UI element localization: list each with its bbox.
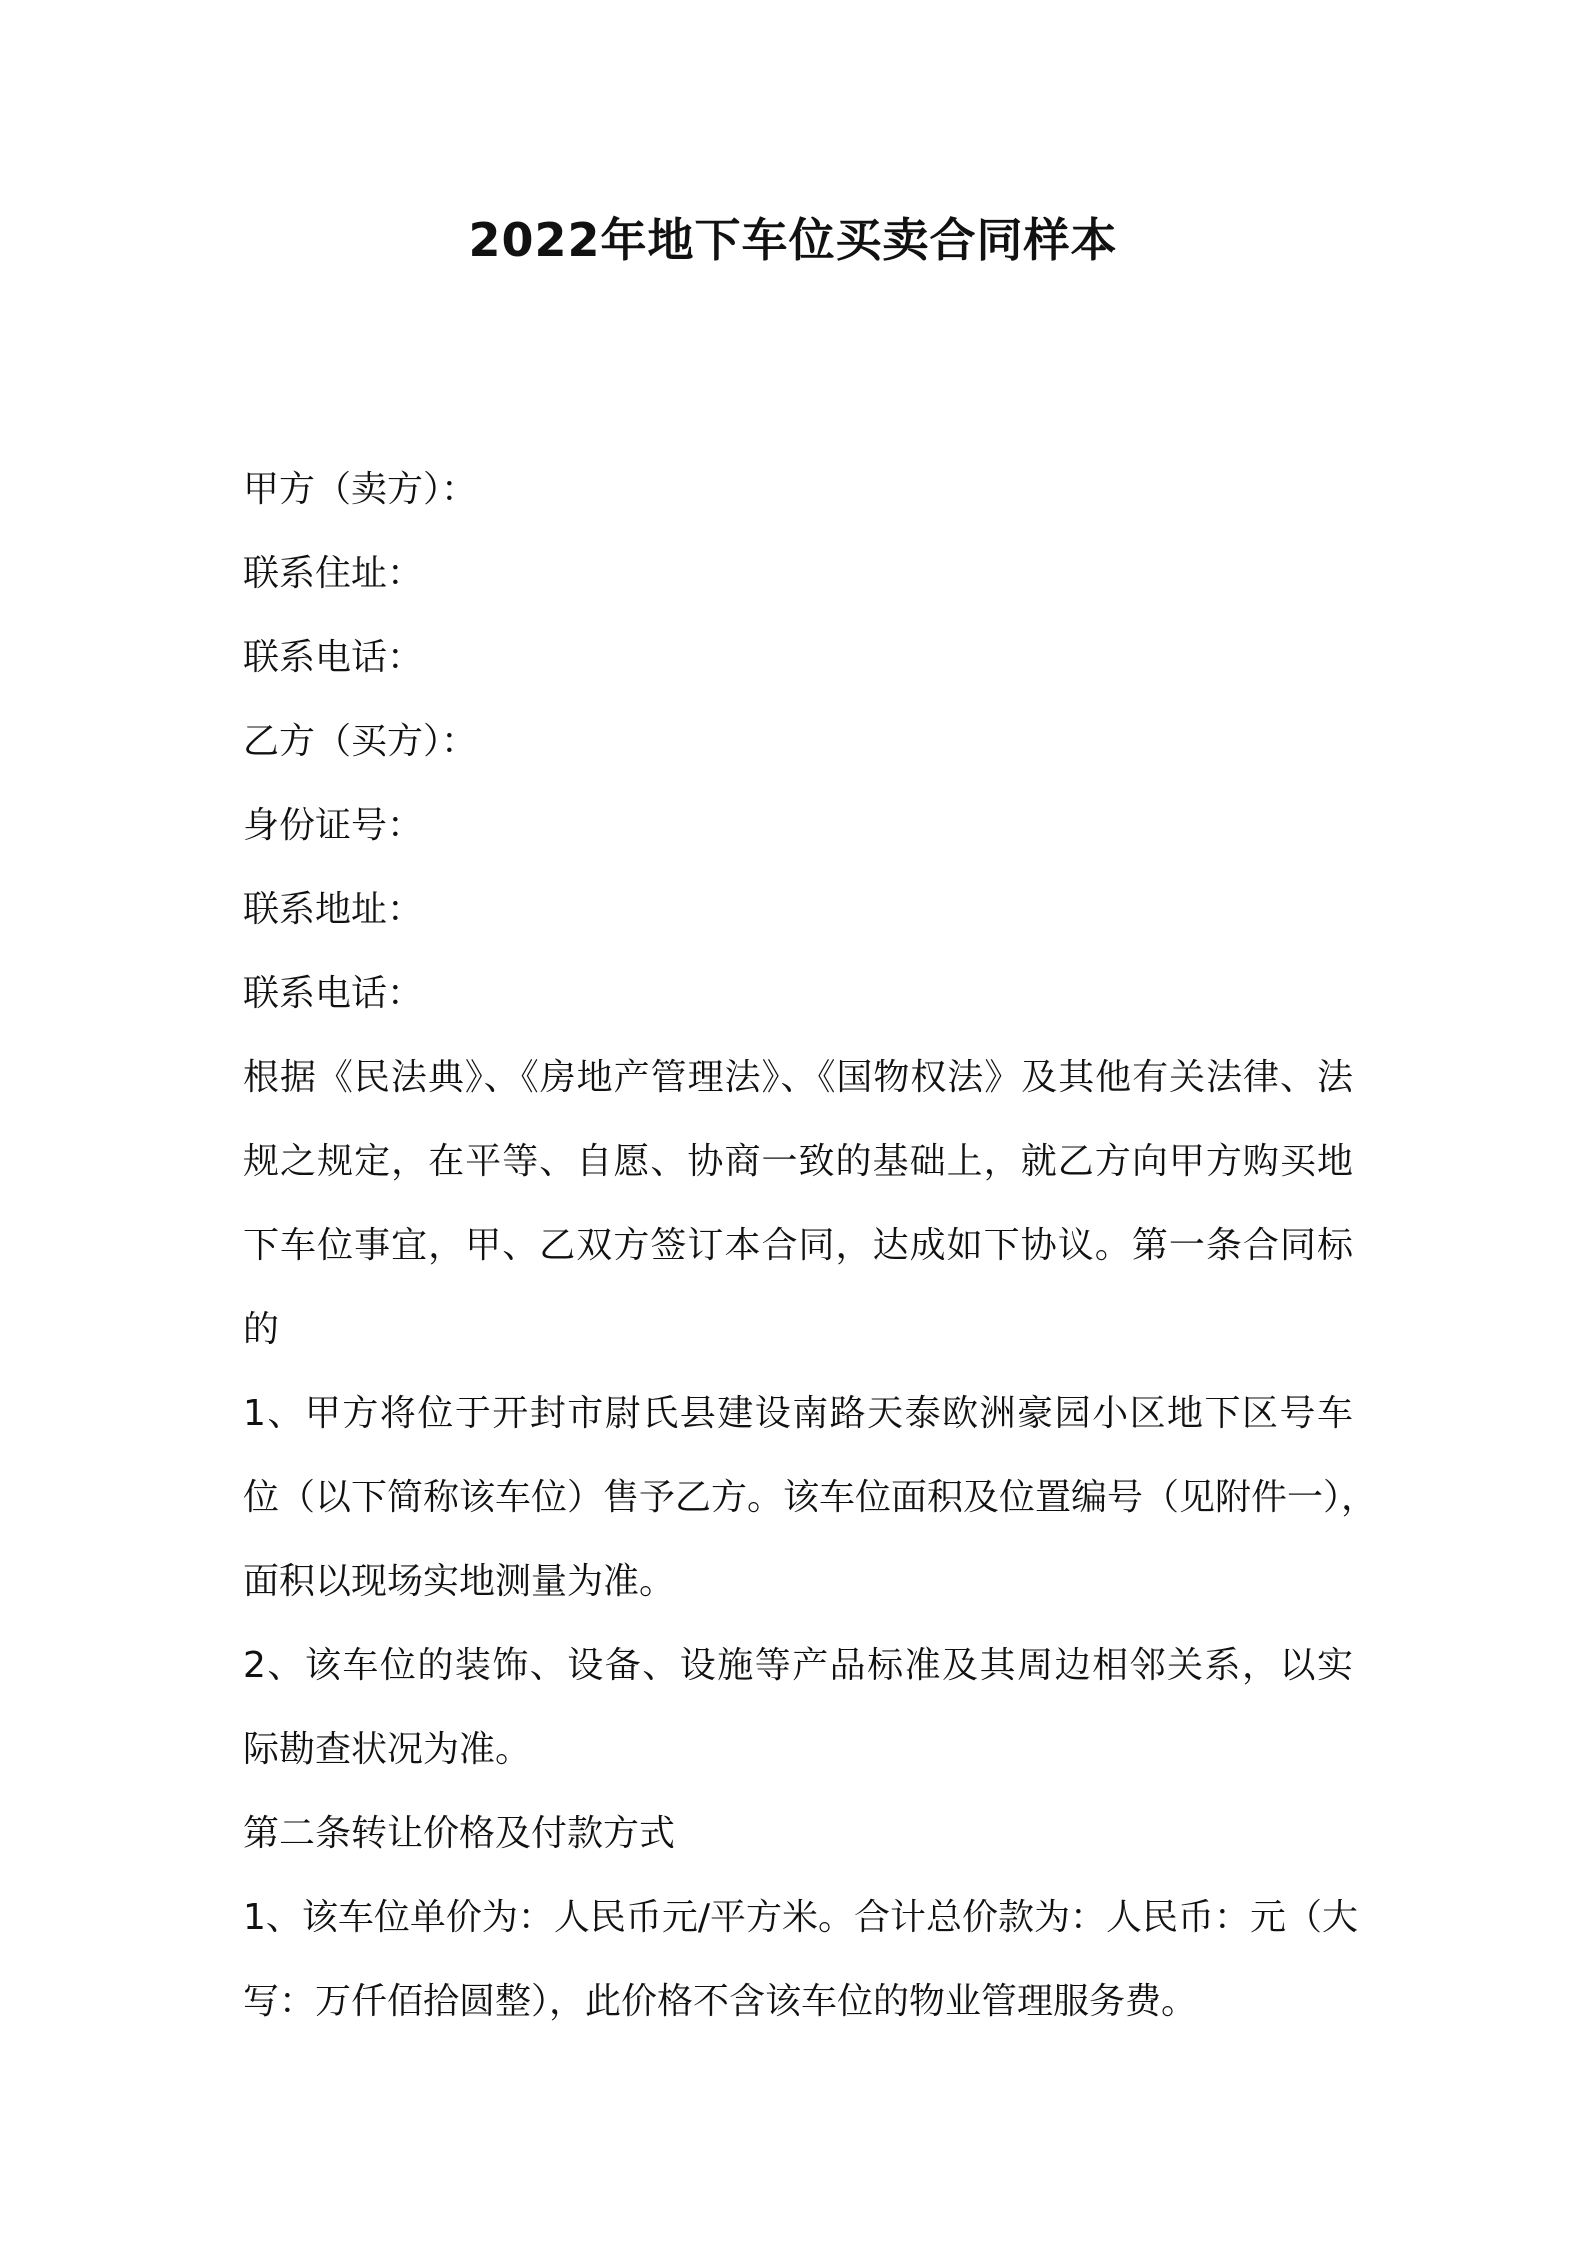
party-b-address: 联系地址：: [243, 889, 424, 930]
party-a-phone: 联系电话：: [243, 637, 424, 678]
price-clause-line-2: 写：万仟佰拾圆整），此价格不含该车位的物业管理服务费。: [243, 1981, 1198, 2022]
document-body: [243, 448, 1378, 2044]
party-b-buyer: 乙方（买方）：: [243, 721, 478, 762]
preamble-line-2: 规之规定，在平等、自愿、协商一致的基础上，就乙方向甲方购买地: [243, 1141, 1353, 1182]
party-a-address: 联系住址：: [243, 553, 424, 594]
party-b-phone: 联系电话：: [243, 973, 424, 1014]
preamble-line-1: 根据《民法典》、《房地产管理法》、《国物权法》及其他有关法律、法: [243, 1057, 1353, 1098]
clause-1-line-3: 面积以现场实地测量为准。: [243, 1561, 676, 1602]
price-clause-line-1: 1、该车位单价为：人民币元/平方米。合计总价款为：人民币：元（大: [243, 1897, 1359, 1938]
clause-1-line-2: 位（以下简称该车位）售予乙方。该车位面积及位置编号（见附件一），: [243, 1477, 1378, 1518]
document-title: 2022年地下车位买卖合同样本: [468, 213, 1118, 267]
clause-1-line-1: 1、甲方将位于开封市尉氏县建设南路天泰欧洲豪园小区地下区号车: [243, 1393, 1353, 1434]
article-2-heading: 第二条转让价格及付款方式: [243, 1813, 676, 1854]
preamble-line-3: 下车位事宜，甲、乙双方签订本合同，达成如下协议。第一条合同标: [243, 1225, 1353, 1266]
clause-2-line-1: 2、该车位的装饰、设备、设施等产品标准及其周边相邻关系，以实: [243, 1645, 1353, 1686]
party-b-id-number: 身份证号：: [243, 805, 424, 846]
clause-2-line-2: 际勘查状况为准。: [243, 1729, 532, 1770]
party-a-seller: 甲方（卖方）：: [243, 469, 478, 510]
preamble-line-4: 的: [243, 1309, 280, 1350]
